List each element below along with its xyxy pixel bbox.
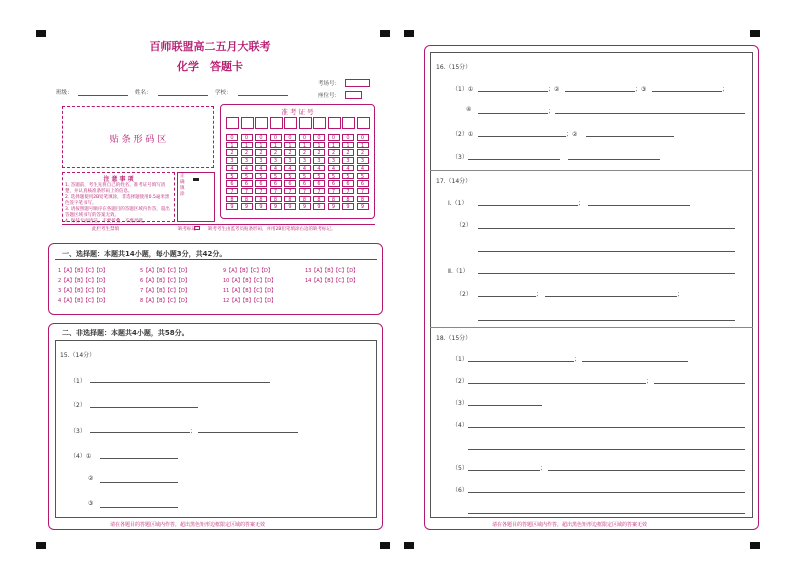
- q15-part-label: ③: [88, 500, 94, 507]
- exam-id-digit-bubble[interactable]: 3: [357, 157, 369, 164]
- exam-id-digit-bubble[interactable]: 7: [342, 188, 354, 195]
- exam-id-digit-bubble[interactable]: 8: [226, 196, 238, 203]
- q17-part-label: Ⅱ.（1）: [448, 268, 469, 275]
- exam-id-digit-bubble[interactable]: 0: [284, 134, 296, 141]
- exam-id-digit-bubble[interactable]: 7: [270, 188, 282, 195]
- exam-id-digit-bubble[interactable]: 6: [328, 180, 340, 187]
- footer-note: 请在各题目的答题区域内作答，超出黑色矩形边框限定区域的答案无效: [110, 522, 266, 528]
- exam-id-digit-bubble[interactable]: 7: [284, 188, 296, 195]
- mc-question-13[interactable]: [305, 267, 358, 274]
- exam-id-input-cell[interactable]: [357, 117, 370, 129]
- mc-options[interactable]: 【A】【B】【C】【D】: [311, 268, 359, 274]
- exam-id-digit-bubble[interactable]: 0: [270, 134, 282, 141]
- exam-id-digit-bubble[interactable]: 0: [255, 134, 267, 141]
- exam-id-digit-bubble[interactable]: 1: [284, 142, 296, 149]
- barcode-label: 贴 条 形 码 区: [109, 135, 167, 145]
- mc-question-8[interactable]: [140, 297, 190, 304]
- exam-id-digit-bubble[interactable]: 2: [328, 149, 340, 156]
- answer-line[interactable]: [468, 449, 745, 450]
- registration-mark: [750, 30, 760, 37]
- answer-line[interactable]: [90, 382, 270, 383]
- exam-id-digit-bubble[interactable]: 5: [255, 173, 267, 180]
- exam-id-digit-bubble[interactable]: 8: [255, 196, 267, 203]
- exam-id-digit-bubble[interactable]: 1: [299, 142, 311, 149]
- q16-part-label: （1）①: [452, 86, 474, 93]
- exam-id-digit-bubble[interactable]: 8: [241, 196, 253, 203]
- answer-line[interactable]: [478, 228, 735, 229]
- answer-line[interactable]: [468, 159, 560, 160]
- separator: ；: [578, 200, 585, 207]
- exam-id-digit-bubble[interactable]: 3: [255, 157, 267, 164]
- q15-part-label: （1）: [70, 378, 86, 385]
- mc-options[interactable]: 【A】【B】【C】【D】: [61, 278, 108, 284]
- absent-label: 此栏考生禁填: [92, 227, 119, 232]
- mc-number: 3: [58, 288, 62, 294]
- mc-options[interactable]: 【A】【B】【C】【D】: [229, 298, 277, 304]
- class-field[interactable]: [78, 95, 128, 96]
- q16-part-label: （2）①: [452, 131, 474, 138]
- exam-id-digit-bubble[interactable]: 6: [241, 180, 253, 187]
- divider: [430, 170, 753, 171]
- exam-id-digit-bubble[interactable]: 9: [328, 203, 340, 210]
- exam-id-digit-bubble[interactable]: 6: [226, 180, 238, 187]
- exam-id-digit-bubble[interactable]: 3: [313, 157, 325, 164]
- exam-id-digit-bubble[interactable]: 1: [313, 142, 325, 149]
- separator: ；: [190, 428, 197, 435]
- registration-mark: [380, 542, 390, 549]
- exam-id-digit-bubble[interactable]: 3: [241, 157, 253, 164]
- exam-id-digit-bubble[interactable]: 9: [270, 203, 282, 210]
- registration-mark: [380, 30, 390, 37]
- mc-number: 8: [140, 298, 144, 304]
- answer-line[interactable]: [468, 492, 745, 493]
- divider: [55, 259, 377, 260]
- registration-mark: [750, 542, 760, 549]
- seat-label: 座位号：: [318, 93, 341, 99]
- registration-mark: [36, 30, 46, 37]
- exam-id-digit-bubble[interactable]: 5: [241, 173, 253, 180]
- separator: ；: [548, 108, 555, 115]
- exam-id-digit-bubble[interactable]: 2: [313, 149, 325, 156]
- answer-line[interactable]: [478, 205, 578, 206]
- mc-options[interactable]: 【A】【B】【C】【D】: [143, 298, 190, 304]
- mc-question-5[interactable]: [140, 267, 190, 274]
- notes-title: 注 意 事 项: [103, 176, 134, 183]
- mc-options[interactable]: 【A】【B】【C】【D】: [229, 278, 277, 284]
- exam-id-input-cell[interactable]: [328, 117, 341, 129]
- exam-id-input-cell[interactable]: [241, 117, 254, 129]
- exam-id-input-cell[interactable]: [313, 117, 326, 129]
- exam-id-digit-bubble[interactable]: 8: [313, 196, 325, 203]
- exam-id-digit-bubble[interactable]: 2: [241, 149, 253, 156]
- q16-part-label: ；②: [566, 131, 578, 138]
- exam-id-digit-bubble[interactable]: 0: [313, 134, 325, 141]
- exam-id-digit-bubble[interactable]: 6: [342, 180, 354, 187]
- q16-label: 16.（15分）: [436, 64, 472, 71]
- exam-id-digit-bubble[interactable]: 4: [328, 165, 340, 172]
- answer-line[interactable]: [478, 136, 566, 137]
- registration-mark: [36, 542, 46, 549]
- answer-line[interactable]: [468, 405, 542, 406]
- answer-line[interactable]: [478, 113, 548, 114]
- q16-part-label: ④: [466, 106, 472, 113]
- exam-id-digit-bubble[interactable]: 9: [342, 203, 354, 210]
- exam-id-digit-bubble[interactable]: 7: [241, 188, 253, 195]
- mc-number: 7: [140, 288, 144, 294]
- name-field[interactable]: [158, 95, 208, 96]
- q18-part-label: （4）: [452, 422, 468, 429]
- answer-line[interactable]: [478, 251, 735, 252]
- q18-part-label: （3）: [452, 400, 468, 407]
- exam-id-digit-bubble[interactable]: 3: [342, 157, 354, 164]
- q15-part-label: （2）: [70, 402, 86, 409]
- answer-line[interactable]: [468, 470, 540, 471]
- answer-line[interactable]: [198, 432, 298, 433]
- answer-line[interactable]: [468, 427, 745, 428]
- exam-id-digit-bubble[interactable]: 0: [241, 134, 253, 141]
- exam-id-digit-bubble[interactable]: 4: [284, 165, 296, 172]
- exam-id-digit-bubble[interactable]: 3: [270, 157, 282, 164]
- exam-id-digit-bubble[interactable]: 1: [328, 142, 340, 149]
- answer-line[interactable]: [582, 361, 688, 362]
- exam-id-digit-bubble[interactable]: 9: [226, 203, 238, 210]
- exam-id-digit-bubble[interactable]: 1: [241, 142, 253, 149]
- exam-id-digit-bubble[interactable]: 0: [342, 134, 354, 141]
- registration-mark: [404, 30, 414, 37]
- fill-example-label: 正确填涂: [180, 174, 185, 197]
- q15-part-label: （4）①: [70, 453, 92, 460]
- q17-part-label: （2）: [456, 222, 472, 229]
- answer-line[interactable]: [568, 159, 660, 160]
- exam-id-digit-bubble[interactable]: 2: [357, 149, 369, 156]
- school-field[interactable]: [238, 95, 288, 96]
- exam-id-digit-bubble[interactable]: 1: [342, 142, 354, 149]
- answer-line[interactable]: [468, 513, 745, 514]
- exam-id-digit-bubble[interactable]: 9: [313, 203, 325, 210]
- page-subtitle: 化学 答题卡: [177, 60, 243, 73]
- absent-mark-label: 缺考标记: [178, 227, 196, 232]
- exam-id-digit-bubble[interactable]: 7: [313, 188, 325, 195]
- exam-id-digit-bubble[interactable]: 1: [226, 142, 238, 149]
- mc-options[interactable]: 【A】【B】【C】【D】: [61, 298, 108, 304]
- exam-id-digit-bubble[interactable]: 4: [299, 165, 311, 172]
- exam-id-title: 准 考 证 号: [281, 108, 314, 116]
- exam-id-digit-bubble[interactable]: 1: [270, 142, 282, 149]
- exam-id-digit-bubble[interactable]: 9: [357, 203, 369, 210]
- exam-id-digit-bubble[interactable]: 6: [270, 180, 282, 187]
- exam-id-digit-bubble[interactable]: 3: [226, 157, 238, 164]
- q18-part-label: （5）: [452, 465, 468, 472]
- mc-number: 2: [58, 278, 62, 284]
- exam-id-digit-bubble[interactable]: 8: [342, 196, 354, 203]
- divider: [430, 327, 753, 328]
- q17-label: 17.（14分）: [436, 178, 472, 185]
- exam-id-digit-bubble[interactable]: 7: [299, 188, 311, 195]
- seat-field[interactable]: [345, 91, 362, 99]
- exam-id-digit-bubble[interactable]: 3: [284, 157, 296, 164]
- q16-part-label: ；②: [548, 86, 560, 93]
- exam-id-digit-bubble[interactable]: 4: [226, 165, 238, 172]
- separator: ；: [722, 86, 729, 93]
- separator: ；: [646, 378, 653, 385]
- exam-id-digit-bubble[interactable]: 0: [226, 134, 238, 141]
- mc-options[interactable]: 【A】【B】【C】【D】: [143, 278, 190, 284]
- q15-box: [55, 340, 377, 518]
- answer-line[interactable]: [548, 470, 745, 471]
- mc-number: 14: [305, 278, 312, 284]
- exam-id-digit-bubble[interactable]: 9: [299, 203, 311, 210]
- exam-id-input-cell[interactable]: [270, 117, 283, 129]
- mc-question-3[interactable]: [58, 287, 108, 294]
- mc-number: 11: [223, 288, 230, 294]
- exam-id-input-cell[interactable]: [342, 117, 355, 129]
- exam-id-digit-bubble[interactable]: 6: [255, 180, 267, 187]
- exam-id-input-cell[interactable]: [299, 117, 312, 129]
- exam-id-digit-bubble[interactable]: 5: [357, 173, 369, 180]
- exam-id-digit-bubble[interactable]: 1: [255, 142, 267, 149]
- page-title: 百师联盟高二五月大联考: [149, 40, 271, 53]
- exam-id-digit-bubble[interactable]: 5: [313, 173, 325, 180]
- mc-question-14[interactable]: [305, 277, 358, 284]
- answer-line[interactable]: [565, 91, 635, 92]
- exam-id-digit-bubble[interactable]: 4: [255, 165, 267, 172]
- name-label: 姓名：: [135, 90, 152, 96]
- answer-line[interactable]: [478, 320, 735, 321]
- notes-text: 1. 答题前，考生先将自己的姓名、准考证号填写清楚，并认真核准条形码上的信息。 2. 选择题使用2B铅笔填涂，非选择题使用0.5毫米黑色签字笔书写。 3. 请按照题号顺序在各题目的答题区域内作答，超出答题区域书写的答案无效。 4. 保持卡面清洁，不要折叠，不要弄破。: [65, 183, 170, 224]
- exam-id-digit-bubble[interactable]: 7: [255, 188, 267, 195]
- exam-id-digit-bubble[interactable]: 2: [270, 149, 282, 156]
- exam-id-digit-bubble[interactable]: 6: [299, 180, 311, 187]
- answer-line[interactable]: [478, 91, 548, 92]
- mc-question-9[interactable]: [223, 267, 273, 274]
- q16-part-label: （3）: [452, 154, 468, 161]
- answer-line[interactable]: [468, 361, 574, 362]
- exam-id-digit-bubble[interactable]: 9: [284, 203, 296, 210]
- mc-options[interactable]: 【A】【B】【C】【D】: [143, 268, 190, 274]
- q17-part-label: （2）: [456, 291, 472, 298]
- exam-id-digit-bubble[interactable]: 8: [328, 196, 340, 203]
- exam-id-digit-bubble[interactable]: 5: [270, 173, 282, 180]
- absent-note: 缺考考生由监考员贴条形码，并用2B铅笔填涂右边的缺考标记。: [208, 227, 336, 232]
- separator: ；: [574, 356, 581, 363]
- exam-id-digit-bubble[interactable]: 8: [357, 196, 369, 203]
- exam-id-digit-bubble[interactable]: 7: [357, 188, 369, 195]
- q15-part-label: ②: [88, 475, 94, 482]
- exam-id-digit-bubble[interactable]: 2: [342, 149, 354, 156]
- exam-id-digit-bubble[interactable]: 9: [241, 203, 253, 210]
- exam-id-digit-bubble[interactable]: 0: [299, 134, 311, 141]
- exam-id-digit-bubble[interactable]: 0: [357, 134, 369, 141]
- separator: ；: [536, 291, 543, 298]
- exam-id-digit-bubble[interactable]: 8: [299, 196, 311, 203]
- exam-id-digit-bubble[interactable]: 5: [342, 173, 354, 180]
- answer-line[interactable]: [588, 205, 690, 206]
- mc-question-2[interactable]: [58, 277, 108, 284]
- exam-id-digit-bubble[interactable]: 6: [284, 180, 296, 187]
- q17-part-label: Ⅰ.（1）: [448, 200, 468, 207]
- room-label: 考场号：: [318, 81, 341, 87]
- fill-example-mark: [193, 178, 199, 181]
- mc-options[interactable]: 【A】【B】【C】【D】: [61, 288, 108, 294]
- exam-id-digit-bubble[interactable]: 1: [357, 142, 369, 149]
- exam-id-digit-bubble[interactable]: 8: [270, 196, 282, 203]
- class-label: 班级：: [56, 90, 73, 96]
- answer-line[interactable]: [100, 482, 178, 483]
- exam-id-digit-bubble[interactable]: 3: [299, 157, 311, 164]
- q15-part-label: （3）: [70, 428, 86, 435]
- answer-line[interactable]: [90, 432, 190, 433]
- exam-id-digit-bubble[interactable]: 2: [226, 149, 238, 156]
- mc-number: 4: [58, 298, 62, 304]
- answer-line[interactable]: [478, 273, 735, 274]
- separator: ；: [540, 465, 547, 472]
- exam-id-digit-bubble[interactable]: 2: [255, 149, 267, 156]
- answer-line[interactable]: [100, 458, 178, 459]
- q18-part-label: （1）: [452, 356, 468, 363]
- exam-id-digit-bubble[interactable]: 5: [226, 173, 238, 180]
- answer-line[interactable]: [478, 296, 536, 297]
- separator: ；: [677, 291, 684, 298]
- mc-question-10[interactable]: [223, 277, 276, 284]
- answer-line[interactable]: [545, 296, 677, 297]
- mc-question-11[interactable]: [223, 287, 276, 294]
- exam-id-digit-bubble[interactable]: 4: [313, 165, 325, 172]
- q16-part-label: ；③: [635, 86, 647, 93]
- absent-mark-box[interactable]: [194, 226, 200, 230]
- mc-section-title: 一、选择题：本题共14小题，每小题3分，共42分。: [62, 250, 227, 258]
- exam-id-digit-bubble[interactable]: 6: [357, 180, 369, 187]
- answer-line[interactable]: [652, 91, 722, 92]
- mc-question-1[interactable]: [58, 267, 108, 274]
- mc-options[interactable]: 【A】【B】【C】【D】: [61, 268, 108, 274]
- exam-id-digit-bubble[interactable]: 7: [328, 188, 340, 195]
- exam-id-digit-bubble[interactable]: 5: [299, 173, 311, 180]
- exam-id-digit-bubble[interactable]: 5: [328, 173, 340, 180]
- exam-id-digit-bubble[interactable]: 3: [328, 157, 340, 164]
- answer-line[interactable]: [90, 407, 198, 408]
- mc-number: 13: [305, 268, 312, 274]
- mc-number: 10: [223, 278, 230, 284]
- mc-number: 9: [223, 268, 227, 274]
- mc-options[interactable]: 【A】【B】【C】【D】: [229, 288, 277, 294]
- nonmc-section-title: 二、非选择题：本题共4小题，共58分。: [62, 329, 189, 337]
- mc-options[interactable]: 【A】【B】【C】【D】: [311, 278, 359, 284]
- answer-line[interactable]: [100, 507, 178, 508]
- registration-mark: [404, 542, 414, 549]
- exam-id-digit-bubble[interactable]: 6: [313, 180, 325, 187]
- answer-line[interactable]: [555, 113, 745, 114]
- answer-line[interactable]: [586, 136, 674, 137]
- answer-line[interactable]: [468, 383, 646, 384]
- exam-id-digit-bubble[interactable]: 4: [342, 165, 354, 172]
- mc-question-7[interactable]: [140, 287, 190, 294]
- exam-id-digit-bubble[interactable]: 2: [284, 149, 296, 156]
- exam-id-input-cell[interactable]: [255, 117, 268, 129]
- q18-part-label: （2）: [452, 378, 468, 385]
- exam-id-input-cell[interactable]: [284, 117, 297, 129]
- exam-id-digit-bubble[interactable]: 2: [299, 149, 311, 156]
- footer-note: 请在各题目的答题区域内作答，超出黑色矩形边框限定区域的答案无效: [492, 522, 648, 528]
- mc-options[interactable]: 【A】【B】【C】【D】: [226, 268, 273, 274]
- exam-id-digit-bubble[interactable]: 4: [270, 165, 282, 172]
- mc-number: 6: [140, 278, 144, 284]
- exam-id-input-cell[interactable]: [226, 117, 239, 129]
- answer-line[interactable]: [654, 383, 745, 384]
- room-field[interactable]: [345, 79, 370, 87]
- exam-id-digit-bubble[interactable]: 0: [328, 134, 340, 141]
- mc-number: 12: [223, 298, 230, 304]
- q18-label: 18.（15分）: [436, 335, 472, 342]
- school-label: 学校：: [215, 90, 232, 96]
- exam-id-digit-bubble[interactable]: 9: [255, 203, 267, 210]
- mc-question-12[interactable]: [223, 297, 276, 304]
- exam-id-digit-bubble[interactable]: 7: [226, 188, 238, 195]
- mc-number: 5: [140, 268, 144, 274]
- mc-question-4[interactable]: [58, 297, 108, 304]
- exam-id-digit-bubble[interactable]: 8: [284, 196, 296, 203]
- exam-id-digit-bubble[interactable]: 4: [357, 165, 369, 172]
- exam-id-digit-bubble[interactable]: 5: [284, 173, 296, 180]
- mc-question-6[interactable]: [140, 277, 190, 284]
- q15-label: 15.（14分）: [60, 352, 96, 359]
- exam-id-digit-bubble[interactable]: 4: [241, 165, 253, 172]
- mc-options[interactable]: 【A】【B】【C】【D】: [143, 288, 190, 294]
- mc-number: 1: [58, 268, 62, 274]
- q18-part-label: （6）: [452, 487, 468, 494]
